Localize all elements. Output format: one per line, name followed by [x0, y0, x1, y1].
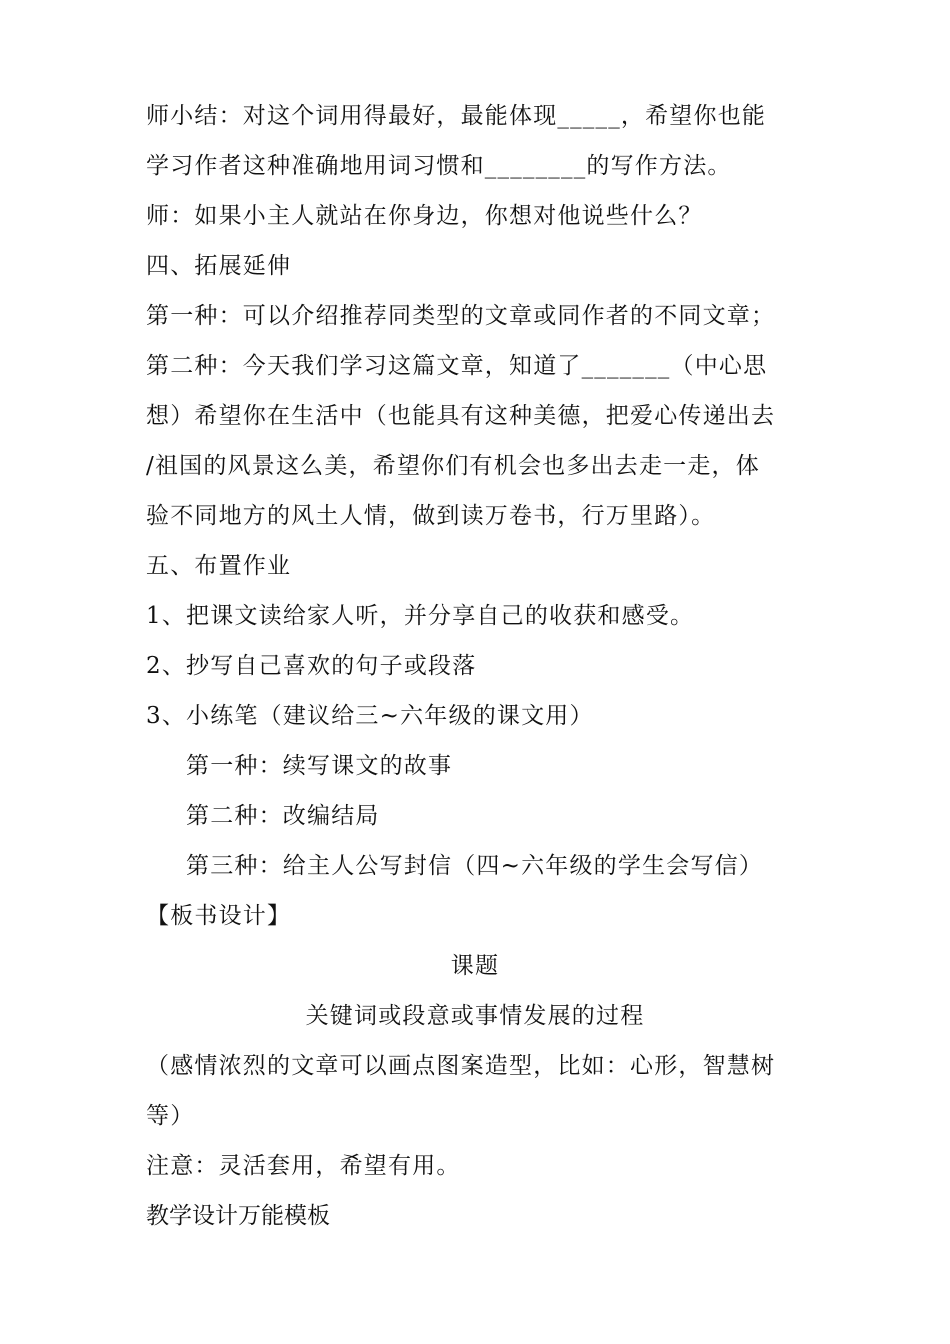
writing-option-1: 第一种：续写课文的故事 — [186, 753, 453, 779]
extension-option-2-line-1: 第二种：今天我们学习这篇文章，知道了_______（中心思 — [146, 353, 768, 379]
extension-option-2-line-2: 想）希望你在生活中（也能具有这种美德，把爱心传递出去 — [146, 403, 776, 429]
attention-note: 注意：灵活套用，希望有用。 — [146, 1153, 461, 1179]
section-heading-extension: 四、拓展延伸 — [146, 253, 292, 279]
extension-option-2-line-4: 验不同地方的风土人情，做到读万卷书，行万里路）。 — [146, 503, 716, 529]
extension-option-1: 第一种：可以介绍推荐同类型的文章或同作者的不同文章； — [146, 303, 776, 329]
summary-line-1: 师小结：对这个词用得最好，最能体现_____，希望你也能 — [146, 103, 767, 129]
board-note-line-1: （感情浓烈的文章可以画点图案造型，比如：心形，智慧树 — [146, 1053, 776, 1079]
board-title: 课题 — [450, 953, 500, 979]
board-keywords: 关键词或段意或事情发展的过程 — [305, 1003, 645, 1029]
homework-item-3: 3、小练笔（建议给三~六年级的课文用） — [146, 703, 594, 729]
template-title: 教学设计万能模板 — [146, 1203, 330, 1229]
writing-option-3: 第三种：给主人公写封信（四~六年级的学生会写信） — [186, 853, 764, 879]
extension-option-2-line-3: /祖国的风景这么美，希望你们有机会也多出去走一走，体 — [146, 453, 760, 479]
summary-line-2: 学习作者这种准确地用词习惯和________的写作方法。 — [146, 153, 732, 179]
teacher-question: 师：如果小主人就站在你身边，你想对他说些什么？ — [146, 203, 703, 229]
homework-item-2: 2、抄写自己喜欢的句子或段落 — [146, 653, 477, 679]
board-design-heading: 【板书设计】 — [146, 903, 292, 929]
writing-option-2: 第二种：改编结局 — [186, 803, 380, 829]
section-heading-homework: 五、布置作业 — [146, 553, 292, 579]
board-note-line-2: 等） — [146, 1103, 195, 1129]
homework-item-1: 1、把课文读给家人听，并分享自己的收获和感受。 — [146, 603, 695, 629]
